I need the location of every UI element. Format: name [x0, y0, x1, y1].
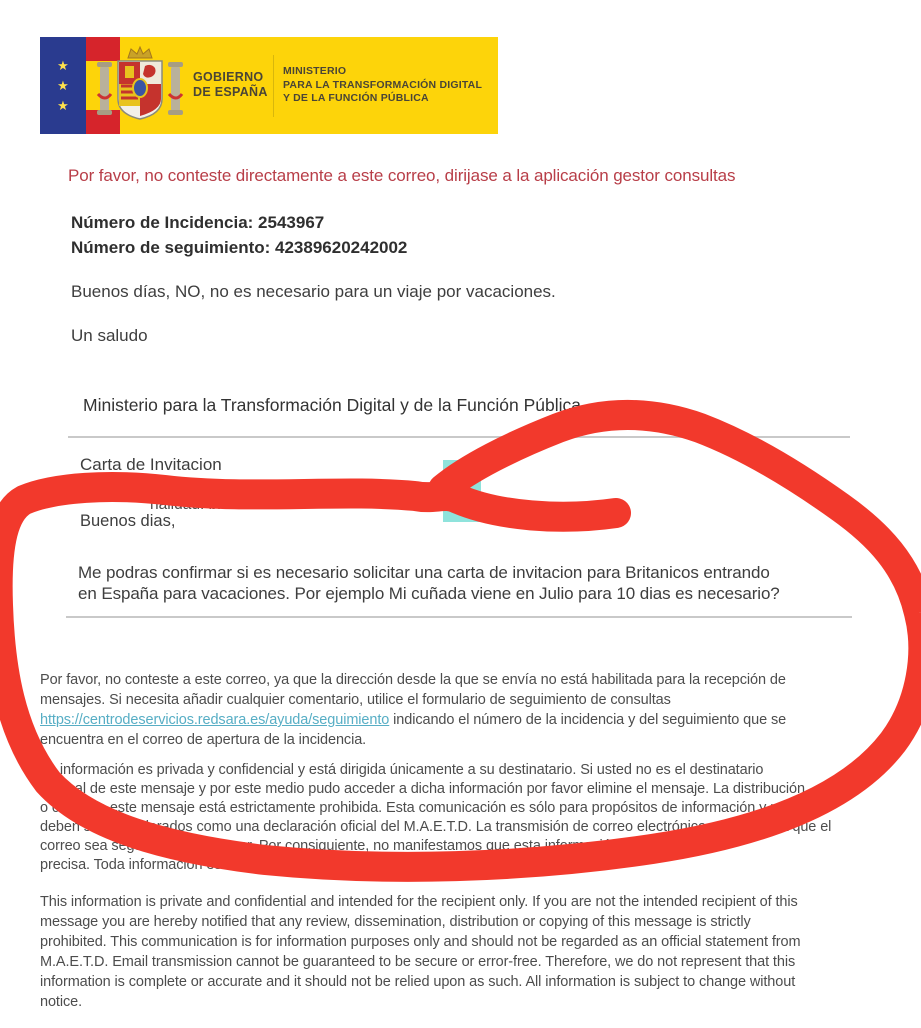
- gobierno-text: [193, 70, 268, 100]
- coat-of-arms-icon: [92, 44, 188, 128]
- footer-english-disclaimer: [40, 892, 800, 1012]
- star-icon: ★: [57, 98, 69, 113]
- disclaimer-en-line: M.A.E.T.D. Email transmission cannot be guaranteed to be secure or error-free. Therefore, we do not represent that this: [40, 954, 796, 970]
- disclaimer-es-line: La información es privada y confidencial y está dirigida únicamente a su destinatario. Si usted no es el destinatario: [40, 762, 764, 778]
- incident-number-line: Número de Incidencia: 2543967: [71, 213, 325, 232]
- divider-top: [68, 436, 850, 438]
- ministry-text: [283, 65, 482, 106]
- gobierno-line2: DE ESPAÑA: [193, 85, 268, 99]
- disclaimer-en-line: notice.: [40, 994, 83, 1010]
- disclaimer-es-line: o copia de este mensaje está estrictamente prohibida. Esta comunicación es sólo para propósitos de información y no: [40, 800, 787, 816]
- subject-line: Carta de Invitacion: [80, 455, 222, 474]
- eu-stars-column: [40, 37, 86, 134]
- disclaimer-es-line: correo sea seguro o libre de error. Por consiguiente, no manifestamos que esta información sea completa o: [40, 838, 720, 854]
- star-icon: ★: [57, 58, 69, 73]
- gobierno-line1: GOBIERNO: [193, 70, 264, 84]
- seguimiento-link[interactable]: https://centrodeservicios.redsara.es/ayuda/seguimiento: [40, 712, 390, 728]
- quoted-question: [78, 562, 780, 604]
- disclaimer-en-line: This information is private and confidential and intended for the recipient only. If you are not the intended recipient of this: [40, 894, 798, 910]
- question-line1: Me podras confirmar si es necesario solicitar una carta de invitacion para Britanicos entrando: [78, 563, 770, 582]
- ministry-heading: Ministerio para la Transformación Digital y de la Función Pública: [83, 395, 582, 415]
- footer-p1-line3: [40, 710, 786, 730]
- quoted-greeting: Buenos dias,: [80, 512, 176, 530]
- footer-p1-line4: encuentra en el correo de apertura de la incidencia.: [40, 732, 367, 748]
- ministry-line3: Y DE LA FUNCIÓN PÚBLICA: [283, 92, 429, 104]
- incident-numbers: [71, 211, 407, 260]
- footer-spanish-disclaimer: [40, 761, 831, 875]
- star-icon: ★: [57, 78, 69, 93]
- reply-signoff: Un saludo: [71, 326, 148, 345]
- divider-bottom: [66, 616, 852, 618]
- banner-separator: [273, 55, 274, 117]
- tracking-number-line: Número de seguimiento: 42389620242002: [71, 237, 408, 257]
- footer-p1-line2: mensajes. Si necesita añadir cualquier comentario, utilice el formulario de seguimiento de consultas: [40, 692, 671, 708]
- nationality-fragment: nalidad: britanica **: [150, 496, 284, 513]
- disclaimer-es-line: precisa. Toda información está sujeta a alterarse sin previo aviso.: [40, 857, 453, 873]
- selection-highlight: [443, 460, 481, 522]
- question-line2: en España para vacaciones. Por ejemplo Mi cuñada viene en Julio para 10 dias es necesario?: [78, 584, 780, 603]
- disclaimer-en-line: message you are hereby notified that any review, dissemination, distribution or copying of this message is strictly: [40, 914, 751, 930]
- do-not-reply-notice: Por favor, no conteste directamente a este correo, dirijase a la aplicación gestor consultas: [68, 166, 736, 185]
- disclaimer-es-line: original de este mensaje y por este medio pudo acceder a dicha información por favor elimine el mensaje. La distribución: [40, 781, 805, 797]
- footer-p1-line1: Por favor, no conteste a este correo, ya que la dirección desde la que se envía no está habilitada para la recepción de: [40, 672, 786, 688]
- ministry-line2: PARA LA TRANSFORMACIÓN DIGITAL: [283, 78, 483, 91]
- disclaimer-en-line: information is complete or accurate and it should not be relied upon as such. All information is subject to change without: [40, 974, 796, 990]
- disclaimer-en-line: prohibited. This communication is for information purposes only and should not be regarded as an official statement from: [40, 934, 801, 950]
- footer-no-reply-paragraph: [40, 670, 786, 750]
- disclaimer-es-line: deben ser considerados como una declaración oficial del M.A.E.T.D. La transmisión de correo electrónico no garantiza que el: [40, 819, 832, 835]
- gobierno-banner: [40, 37, 498, 134]
- footer-p1-line3-rest: indicando el número de la incidencia y del seguimiento que se: [389, 712, 787, 728]
- reply-answer: Buenos días, NO, no es necesario para un viaje por vacaciones.: [71, 282, 556, 301]
- ministry-line1: MINISTERIO: [283, 65, 347, 77]
